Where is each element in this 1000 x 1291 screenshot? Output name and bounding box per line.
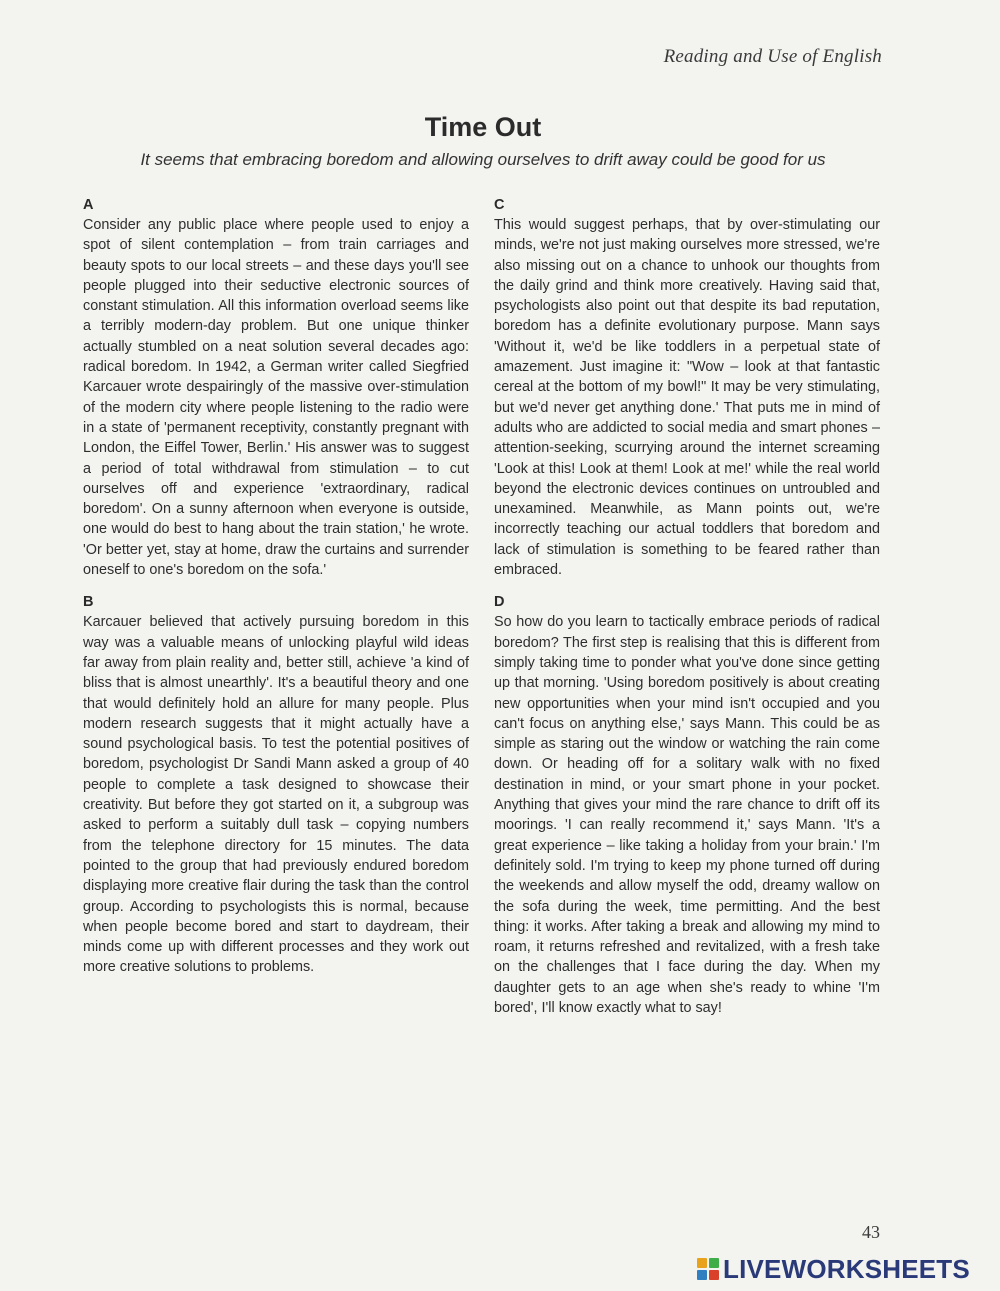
right-column — [494, 195, 880, 1030]
logo-square — [697, 1270, 707, 1280]
logo-square — [697, 1258, 707, 1268]
liveworksheets-logo-icon — [697, 1258, 719, 1280]
section-a — [83, 195, 469, 580]
left-column — [83, 195, 469, 990]
liveworksheets-brand[interactable] — [697, 1252, 970, 1286]
running-head: Reading and Use of English — [663, 46, 882, 67]
section-paragraph: Consider any public place where people used to enjoy a spot of silent contemplation – from train carriages and beauty spots to our local streets – and these days you'll see people plugged into their seductive electronic sources of constant stimulation. All this information overload seems like a terribly modern-day problem. But one unique thinker actually stumbled on a neat solution several decades ago: radical boredom. In 1942, a German writer called Siegfried Karcauer wrote despairingly of the massive over-stimulation of the modern city where people listening to the radio were in a state of 'permanent receptivity, constantly pregnant with London, the Eiffel Tower, Berlin.' His answer was to suggest a period of total withdrawal from stimulation – to cut ourselves off and experience 'extraordinary, radical boredom'. On a sunny afternoon when everyone is outside, one would do best to hang about the train station,' he wrote. 'Or better yet, stay at home, draw the curtains and surrender oneself to one's boredom on the sofa.' — [83, 217, 469, 579]
brand-name: LIVEWORKSHEETS — [723, 1253, 970, 1284]
section-label: C — [494, 197, 505, 213]
section-paragraph: This would suggest perhaps, that by over-stimulating our minds, we're not just making ourselves more stressed, we're also missing out on a chance to unhook our thoughts from the daily grind and think more creatively. Having said that, psychologists also point out that despite its bad reputation, boredom has a definite evolutionary purpose. Mann says 'Without it, we'd be like toddlers in a perpetual state of amazement. Just imagine it: "Wow – look at that fantastic cereal at the bottom of my bowl!" It may be very stimulating, but we'd never get anything done.' That puts me in mind of adults who are addicted to social media and smart phones – attention-seeking, scurrying around the internet screaming 'Look at this! Look at them! Look at me!' while the real world beyond the electronic devices continues on untroubled and unexamined. Meanwhile, as Mann points out, we're incorrectly teaching our actual toddlers that boredom and lack of stimulation is something to be feared rather than embraced. — [494, 217, 880, 579]
section-b — [83, 592, 469, 977]
section-paragraph: Karcauer believed that actively pursuing boredom in this way was a valuable means of unlocking playful wild ideas far away from plain reality and, better still, achieve 'a kind of bliss that is almost unearthly'. It's a beautiful theory and one that would definitely hold an allure for many people. Plus modern research suggests that it might actually have a sound psychological basis. To test the potential positives of boredom, psychologist Dr Sandi Mann asked a group of 40 people to complete a task designed to showcase their creativity. But before they got started on it, a subgroup was asked to perform a suitably dull task – copying numbers from the telephone directory for 15 minutes. The data pointed to the group that had previously endured boredom displaying more creative flair during the task than the control group. According to psychologists this is normal, because when people become bored and start to daydream, their minds come up with different processes and they work out more creative solutions to problems. — [83, 614, 469, 976]
section-label: D — [494, 594, 505, 611]
section-label: B — [83, 594, 94, 611]
logo-square — [709, 1258, 719, 1268]
article-subtitle: It seems that embracing boredom and allowing ourselves to drift away could be good for us — [140, 150, 826, 169]
page-number: 43 — [862, 1222, 880, 1242]
article-title: Time Out — [424, 112, 542, 142]
section-label: A — [83, 197, 94, 213]
logo-square — [709, 1270, 719, 1280]
section-d — [494, 592, 880, 1018]
section-paragraph: So how do you learn to tactically embrace periods of radical boredom? The first step is realising that this is different from simply taking time to ponder what you've done since getting up that morning. 'Using boredom positively is about creating new opportunities when your mind isn't occupied and you can't focus on anything else,' says Mann. This could be as simple as staring out the window or watching the rain come down. Or heading off for a solitary walk with no fixed destination in mind, or your smart phone in your pocket. Anything that gives your mind the rare chance to drift off its moorings. 'I can really recommend it,' says Mann. 'It's a great experience – like taking a holiday from your brain.' I'm definitely sold. I'm trying to keep my phone turned off during the weekends and allow myself the odd, dreamy wallow on the sofa during the week, time permitting. And the best thing: it works. After taking a break and allowing my mind to roam, it returns refreshed and revitalized, with a fresh take on the challenges that I face during the day. When my daughter gets to an age when she's ready to whine 'I'm bored', I'll know exactly what to say! — [494, 614, 880, 1016]
section-c — [494, 195, 880, 580]
